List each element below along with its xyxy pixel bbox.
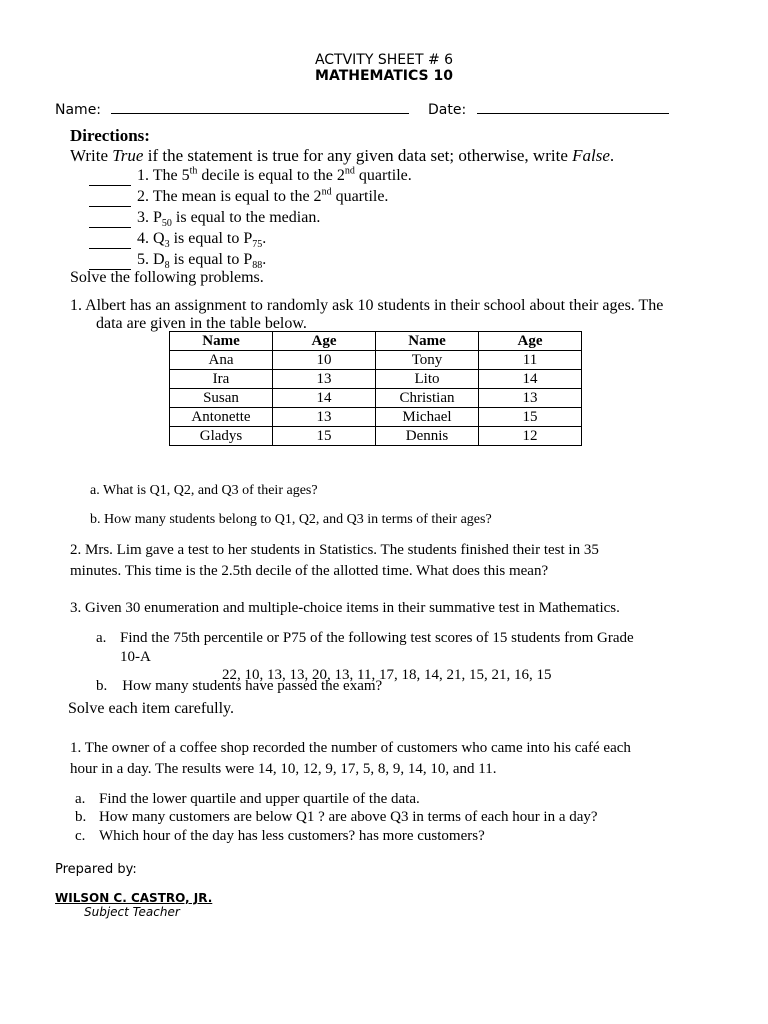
cut-off-heading: Solve the following problems. — [70, 269, 264, 286]
problem2-line2: minutes. This time is the 2.5th decile of the allotted time. What does this mean? — [70, 563, 549, 579]
col-age: Age — [273, 332, 376, 351]
section2-item-c: c. Which hour of the day has less customers? has more customers? — [75, 828, 485, 844]
directions-text: Write True if the statement is true for any given data set; otherwise, write False. — [70, 146, 615, 165]
table-cell: Lito — [376, 370, 479, 389]
tf-item-2: 2. The mean is equal to the 2nd quartile. — [89, 188, 388, 207]
problem1-question-b: b. How many students belong to Q1, Q2, and Q3 in terms of their ages? — [90, 512, 492, 527]
table-cell: 11 — [479, 351, 582, 370]
table-row — [170, 427, 582, 446]
table-cell: 14 — [479, 370, 582, 389]
tf-item-1: 1. The 5th decile is equal to the 2nd quartile. — [89, 167, 412, 186]
table-cell: 13 — [479, 389, 582, 408]
col-name: Name — [170, 332, 273, 351]
table-cell: 13 — [273, 370, 376, 389]
section2-p1-line1: 1. The owner of a coffee shop recorded the number of customers who came into his café each — [70, 740, 631, 756]
table-cell: Susan — [170, 389, 273, 408]
tf-item-4: 4. $Q_3$ is equal to $P_{75}$. — [89, 230, 266, 249]
ages-table — [169, 331, 582, 446]
problem3-b-cut: b. How many students have passed the exam? — [96, 678, 383, 694]
name-label: Name: — [55, 102, 102, 118]
teacher-role: Subject Teacher — [84, 905, 180, 919]
subject-title: MATHEMATICS 10 — [315, 68, 453, 84]
tf-item-3: 3. $P_{50}$ is equal to the median. — [89, 209, 320, 228]
prepared-by-label: Prepared by: — [55, 862, 137, 877]
answer-blank — [89, 209, 131, 228]
teacher-name: WILSON C. CASTRO, JR. — [55, 891, 213, 905]
table-cell: Michael — [376, 408, 479, 427]
table-cell: 15 — [273, 427, 376, 446]
col-age: Age — [479, 332, 582, 351]
section2-item-b: b. How many customers are below Q1 ? are above Q3 in terms of each hour in a day? — [75, 809, 598, 825]
table-cell: Gladys — [170, 427, 273, 446]
table-cell: Ira — [170, 370, 273, 389]
table-cell: 10 — [273, 351, 376, 370]
sheet-title: ACTVITY SHEET # 6 — [314, 52, 454, 68]
answer-blank — [89, 230, 131, 249]
name-blank — [111, 99, 409, 114]
problem3-a-line1: Find the 75th percentile or P75 of the following test scores of 15 students from Grade — [120, 630, 634, 646]
table-row — [170, 408, 582, 427]
problem1-text-b: data are given in the table below. — [96, 315, 307, 332]
table-cell: 12 — [479, 427, 582, 446]
col-name: Name — [376, 332, 479, 351]
answer-blank — [89, 188, 131, 207]
problem3-intro: 3. Given 30 enumeration and multiple-choice items in their summative test in Mathematics. — [70, 600, 620, 616]
table-cell: 13 — [273, 408, 376, 427]
problem1-question-a: a. What is Q1, Q2, and Q3 of their ages? — [90, 483, 318, 498]
section2-heading: Solve each item carefully. — [68, 700, 234, 717]
test-scores: 22, 10, 13, 13, 20, 13, 11, 17, 18, 14, 21, 15, 21, 16, 15 — [222, 667, 552, 683]
table-cell: 14 — [273, 389, 376, 408]
table-cell: 15 — [479, 408, 582, 427]
table-row — [170, 370, 582, 389]
section2-p1-line2: hour in a day. The results were 14, 10, 12, 9, 17, 5, 8, 9, 14, 10, and 11. — [70, 761, 497, 777]
problem1-text-a: 1. Albert has an assignment to randomly ask 10 students in their school about their ages. The — [70, 297, 664, 314]
problem2-line1: 2. Mrs. Lim gave a test to her students in Statistics. The students finished their test in 35 — [70, 542, 599, 558]
section2-item-a: a. Find the lower quartile and upper quartile of the data. — [75, 791, 420, 807]
directions-heading: Directions: — [70, 126, 150, 145]
problem3-a-line2: 10-A — [120, 649, 151, 665]
answer-blank — [89, 167, 131, 186]
answer-blank — [89, 251, 131, 270]
table-cell: Christian — [376, 389, 479, 408]
table-cell: Antonette — [170, 408, 273, 427]
date-field — [428, 99, 669, 118]
table-cell: Ana — [170, 351, 273, 370]
table-cell: Tony — [376, 351, 479, 370]
name-field — [55, 99, 409, 118]
table-row — [170, 389, 582, 408]
problem3-a-label: a. — [96, 630, 107, 646]
table-row — [170, 351, 582, 370]
table-cell: Dennis — [376, 427, 479, 446]
date-label: Date: — [428, 102, 467, 118]
date-blank — [477, 99, 669, 114]
table-header-row — [170, 332, 582, 351]
tf-item-5: 5. $D_8$ is equal to $P_{88}$. — [89, 251, 266, 270]
